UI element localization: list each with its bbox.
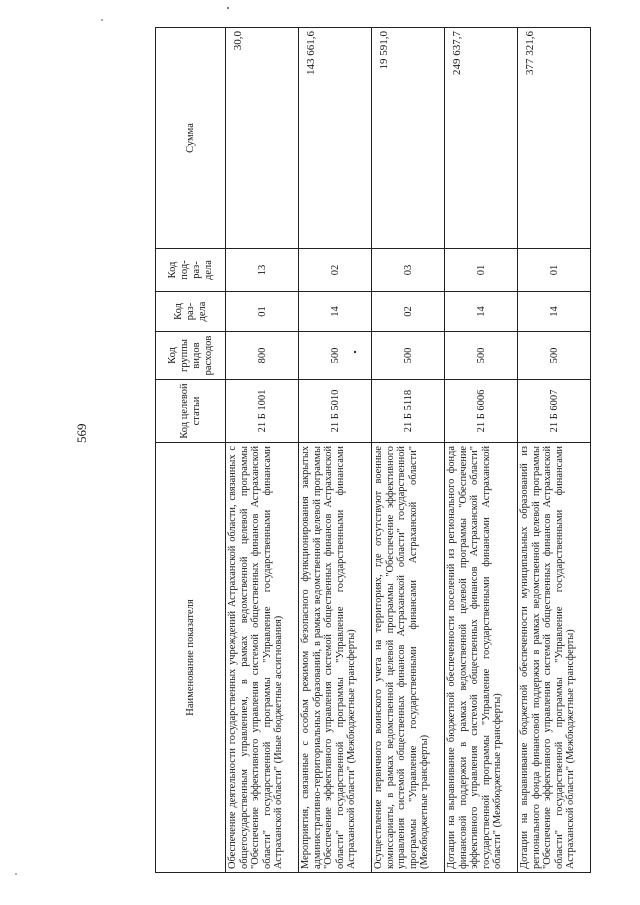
- budget-table-wrapper: [155, 28, 591, 873]
- row-subsection: 01: [445, 249, 518, 292]
- header-expense-group: Код группы видов расходов: [156, 332, 226, 380]
- row-name: Осуществление первичного воинского учета на территориях, где отсутствуют военные комиссариаты, в рамках ведомственной целевой программы "Обеспечение эффективного управления системой общественных финансов Астраханской области" государственной программы "Управление государственными финансами Астраханской области" (Межбюджетные трансферты): [372, 443, 445, 873]
- table-row: [226, 28, 299, 873]
- row-subsection: 02: [299, 249, 372, 292]
- row-section: 02: [372, 292, 445, 332]
- header-name: Наименование показателя: [156, 443, 226, 873]
- row-section: 14: [299, 292, 372, 332]
- row-sum: 30,0: [226, 28, 299, 249]
- row-target-code: 21 Б 5010: [299, 380, 372, 443]
- table-row: [372, 28, 445, 873]
- row-subsection: 03: [372, 249, 445, 292]
- header-sum: Сумма: [156, 28, 226, 249]
- row-sum: 19 591,0: [372, 28, 445, 249]
- row-name: Мероприятия, связанные с особым режимом безопасного функционирования закрытых административно-территориальных образований, в рамках ведомственной целевой программы "Обеспечение эффективного управления системой общественных финансов Астраханской области" государственной программы "Управление государственными финансами Астраханской области" (Межбюджетные трансферты): [299, 443, 372, 873]
- budget-table: [155, 27, 591, 873]
- row-sum: 377 321,6: [518, 28, 591, 249]
- row-target-code: 21 Б 6006: [445, 380, 518, 443]
- row-expense-group: 800: [226, 332, 299, 380]
- header-subsection: Код под-раз-дела: [156, 249, 226, 292]
- header-section: Код раз-дела: [156, 292, 226, 332]
- row-subsection: 01: [518, 249, 591, 292]
- row-section: 14: [518, 292, 591, 332]
- header-target-code: Код целевой статьи: [156, 380, 226, 443]
- row-expense-group: 500: [518, 332, 591, 380]
- row-expense-group: 500: [299, 332, 372, 380]
- table-header-row: [156, 28, 226, 873]
- page-number: 569: [74, 423, 89, 443]
- table-row: [299, 28, 372, 873]
- row-section: 01: [226, 292, 299, 332]
- row-target-code: 21 Б 5118: [372, 380, 445, 443]
- row-name: Дотации на выравнивание бюджетной обеспеченности поселений из регионального фонда финансовой поддержки в рамках ведомственной целевой программы "Обеспечение эффективного управления системой общественных финансов Астраханской области" государственной программы "Управление государственными финансами Астраханской области" (Межбюджетные трансферты): [445, 443, 518, 873]
- row-sum: 143 661,6: [299, 28, 372, 249]
- table-row: [518, 28, 591, 873]
- row-expense-group: 500: [445, 332, 518, 380]
- row-target-code: 21 Б 1001: [226, 380, 299, 443]
- row-name: Обеспечение деятельности государственных учреждений Астраханской области, связанных с общегосударственным управлением, в рамках ведомственной целевой программы "Обеспечение эффективного управления системой общественных финансов Астраханской области" государственной программы "Управление государственными финансами Астраханской области" (Иные бюджетные ассигнования): [226, 443, 299, 873]
- row-subsection: 13: [226, 249, 299, 292]
- row-expense-group: 500: [372, 332, 445, 380]
- table-row: [445, 28, 518, 873]
- row-target-code: 21 Б 6007: [518, 380, 591, 443]
- row-name: Дотации на выравнивание бюджетной обеспеченности муниципальных образований из регионального фонда финансовой поддержки в рамках ведомственной целевой программы "Обеспечение эффективного управления системой общественных финансов Астраханской области" государственной программы "Управление государственными финансами Астраханской области" (Межбюджетные трансферты): [518, 443, 591, 873]
- row-sum: 249 637,7: [445, 28, 518, 249]
- rotated-table-area: [155, 28, 591, 873]
- row-section: 14: [445, 292, 518, 332]
